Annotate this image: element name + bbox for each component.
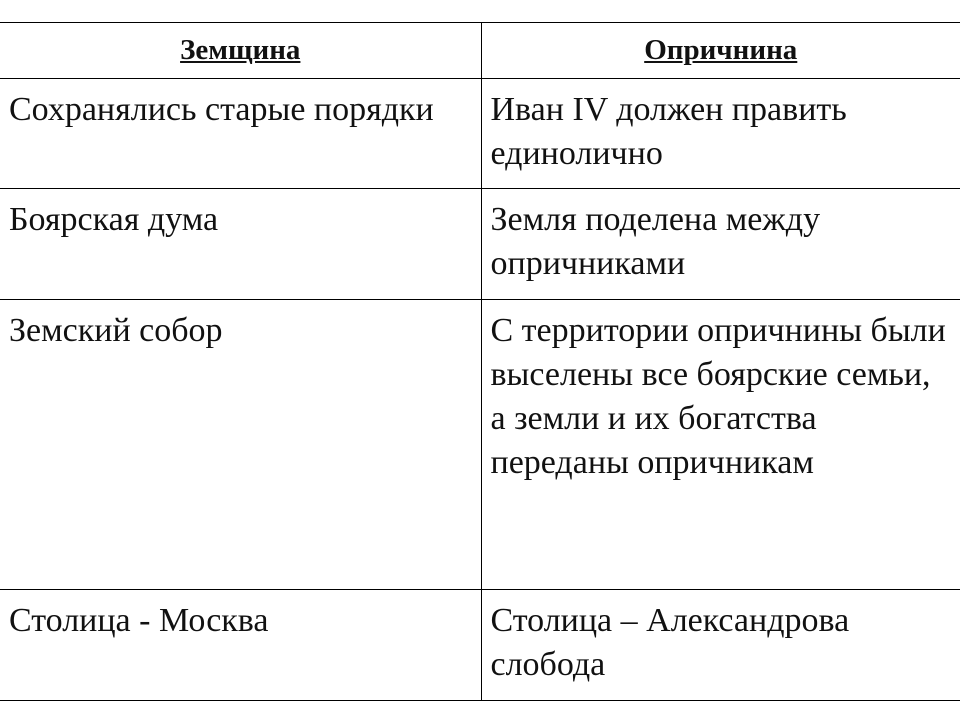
cell-oprichnina: Иван IV должен править единолично <box>481 79 960 189</box>
cell-oprichnina: С территории опричнины были выселены все боярские семьи, а земли и их богатства переданы опричникам <box>481 300 960 590</box>
cell-zemshchina: Боярская дума <box>0 189 481 300</box>
cell-zemshchina: Сохранялись старые порядки <box>0 79 481 189</box>
header-zemshchina: Земщина <box>0 23 481 79</box>
table-row <box>0 590 960 701</box>
comparison-table <box>0 22 960 701</box>
header-oprichnina: Опричнина <box>481 23 960 79</box>
table-row <box>0 300 960 590</box>
cell-zemshchina: Земский собор <box>0 300 481 590</box>
table-row <box>0 79 960 189</box>
table-row <box>0 189 960 300</box>
cell-zemshchina: Столица - Москва <box>0 590 481 701</box>
cell-oprichnina: Столица – Александрова слобода <box>481 590 960 701</box>
table-header-row <box>0 23 960 79</box>
cell-oprichnina: Земля поделена между опричниками <box>481 189 960 300</box>
